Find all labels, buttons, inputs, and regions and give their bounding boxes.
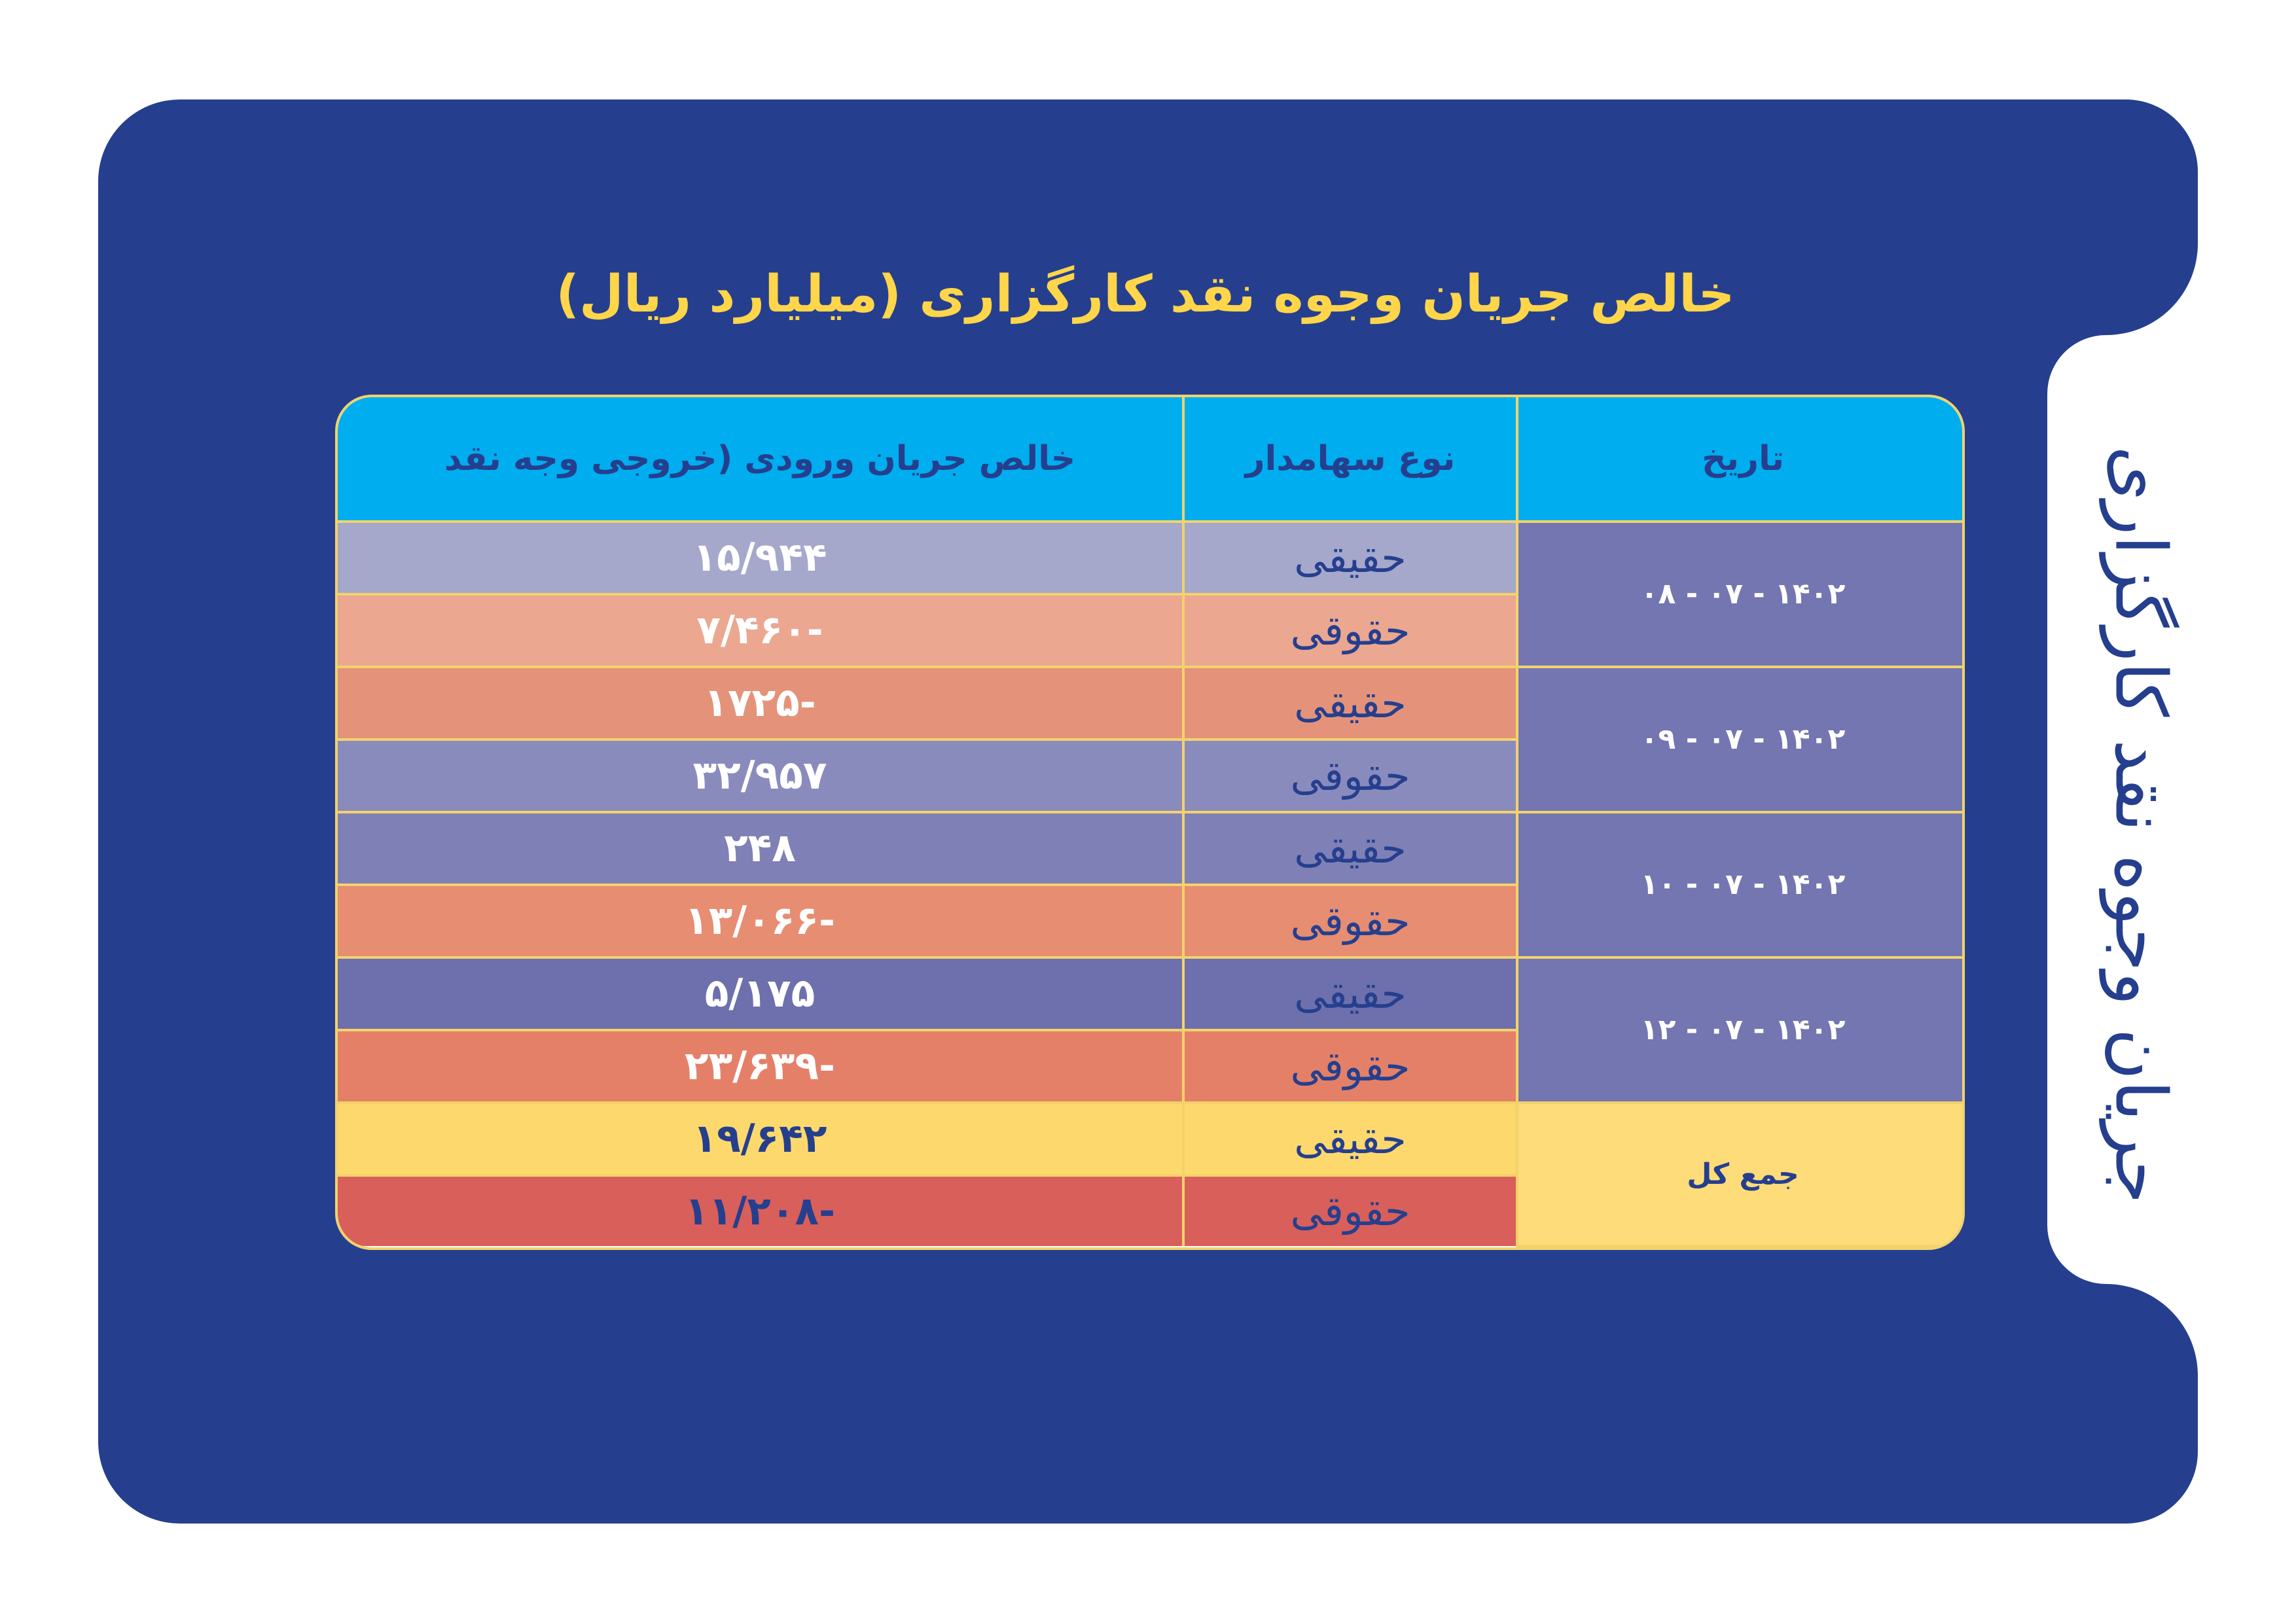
table-row: [338, 667, 1965, 740]
type-cell: حقیقی: [1183, 522, 1517, 594]
header-net: خالص جریان ورودی (خروجی وجه نقد: [338, 397, 1183, 522]
value-cell: -۱۳/۰۶۶: [338, 885, 1183, 957]
type-cell: حقوقی: [1183, 740, 1517, 812]
value-cell: -۱۷۲۵: [338, 667, 1183, 740]
cash-flow-table: [335, 395, 1965, 1250]
side-label: [2068, 366, 2212, 1283]
table: [338, 397, 1965, 1247]
date-cell: ۱۴۰۲ - ۰۷ - ۰۹: [1517, 667, 1965, 812]
type-cell: حقیقی: [1183, 957, 1517, 1030]
type-cell: حقوقی: [1183, 1030, 1517, 1103]
value-cell: -۲۳/۶۳۹: [338, 1030, 1183, 1103]
type-cell: حقوقی: [1183, 885, 1517, 957]
value-cell: -۱۱/۲۰۸: [338, 1175, 1183, 1246]
type-cell: حقیقی: [1183, 667, 1517, 740]
value-cell: ۳۲/۹۵۷: [338, 740, 1183, 812]
type-cell: حقوقی: [1183, 1175, 1517, 1246]
side-label-text: جریان وجوه نقد کارگزاری: [2099, 445, 2181, 1204]
value-cell: ۱۵/۹۴۴: [338, 522, 1183, 594]
total-row: [338, 1103, 1965, 1175]
type-cell: حقوقی: [1183, 594, 1517, 667]
date-cell: ۱۴۰۲ - ۰۷ - ۱۲: [1517, 957, 1965, 1103]
header-type: نوع سهامدار: [1183, 397, 1517, 522]
type-cell: حقیقی: [1183, 1103, 1517, 1175]
total-label-cell: جمع کل: [1517, 1103, 1965, 1246]
table-header-row: [338, 397, 1965, 522]
page-title: خالص جریان وجوه نقد کارگزاری (میلیارد ریال): [556, 265, 1735, 324]
value-cell: -۷/۴۶۰: [338, 594, 1183, 667]
value-cell: ۵/۱۷۵: [338, 957, 1183, 1030]
table-row: [338, 522, 1965, 594]
date-cell: ۱۴۰۲ - ۰۷ - ۰۸: [1517, 522, 1965, 667]
value-cell: ۱۹/۶۴۲: [338, 1103, 1183, 1175]
table-row: [338, 812, 1965, 885]
table-row: [338, 957, 1965, 1030]
type-cell: حقیقی: [1183, 812, 1517, 885]
header-date: تاریخ: [1517, 397, 1965, 522]
value-cell: ۲۴۸: [338, 812, 1183, 885]
date-cell: ۱۴۰۲ - ۰۷ - ۱۰: [1517, 812, 1965, 957]
